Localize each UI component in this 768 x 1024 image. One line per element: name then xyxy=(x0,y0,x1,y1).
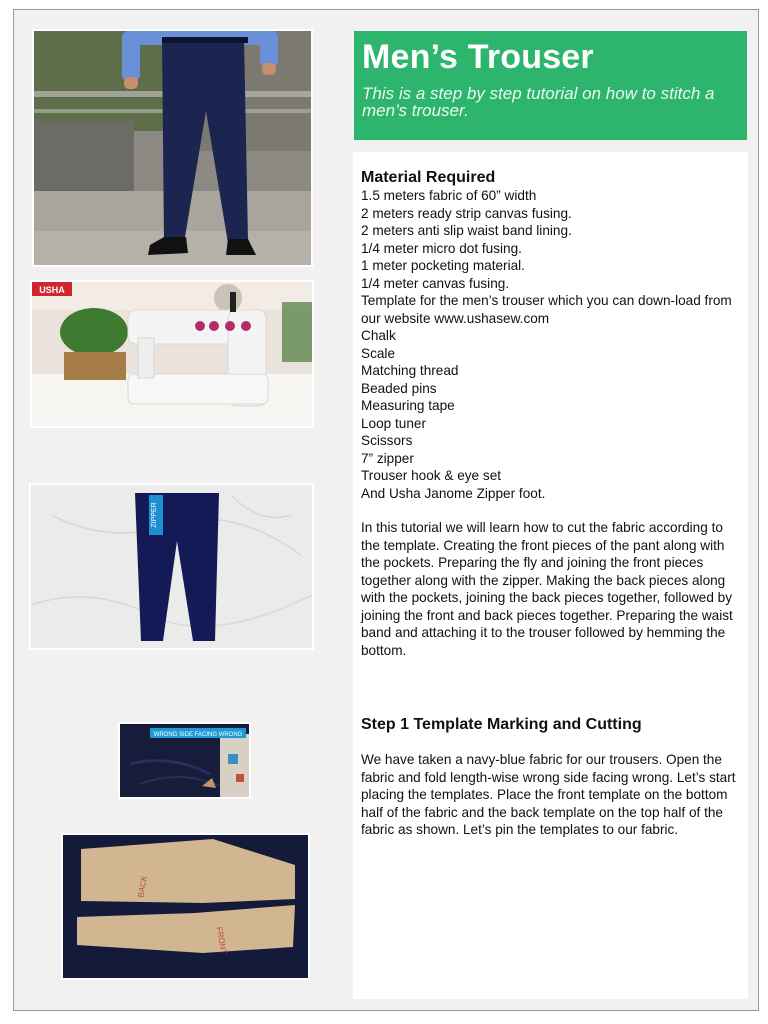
step1-heading: Step 1 Template Marking and Cutting xyxy=(361,716,642,733)
front-template-label: FRONT xyxy=(214,926,229,955)
finished-trouser-illustration xyxy=(31,485,312,648)
title-banner xyxy=(354,31,747,140)
materials-list xyxy=(361,187,741,502)
page-subtitle: This is a step by step tutorial on how to stitch a men’s trouser. xyxy=(362,84,715,120)
finished-trouser-photo xyxy=(29,483,314,650)
materials-heading: Material Required xyxy=(361,169,496,186)
list-item: 2 meters anti slip waist band lining. xyxy=(361,223,572,238)
template-layout-photo xyxy=(61,833,310,980)
zipper-tag: ZIPPER xyxy=(151,502,158,528)
back-template-label: BACK xyxy=(136,875,149,899)
usha-sign: USHA xyxy=(39,285,65,295)
list-item: 7” zipper xyxy=(361,450,414,466)
list-item: Measuring tape xyxy=(361,398,455,413)
list-item: 2 meters ready strip canvas fusing. xyxy=(361,205,572,221)
list-item: Chalk xyxy=(361,328,396,343)
intro-paragraph: In this tutorial we will learn how to cut the fabric according to the template. Creating the front pieces of the pant along with the pockets. Preparing the fly and joining the front pieces together along with the zipper. Making the back pieces along with the pockets, joining the back pieces together, followed by joining the front and back pieces together. Preparing the waist band and attaching it to the trouser followed by hemming the bottom. xyxy=(361,520,733,658)
list-item: 1 meter pocketing material. xyxy=(361,258,525,273)
trouser-model-illustration xyxy=(34,31,311,265)
list-item: Template for the men’s trouser which you can down-load from our website www.ushasew.com xyxy=(361,293,732,326)
step1-paragraph: We have taken a navy-blue fabric for our trousers. Open the fabric and fold length-wise wrong side facing wrong. Let’s start placing the templates. Place the front template on the bottom half of the fabric and the back template on the top half of the fabric as shown. Let’s pin the templates to our fabric. xyxy=(361,752,736,837)
list-item: Matching thread xyxy=(361,363,459,378)
template-layout-illustration xyxy=(63,835,308,978)
list-item: Trouser hook & eye set xyxy=(361,468,502,483)
list-item: 1/4 meter micro dot fusing. xyxy=(361,240,522,256)
sewing-machine-photo xyxy=(30,280,314,428)
list-item: 1/4 meter canvas fusing. xyxy=(361,275,510,291)
page-title: Men’s Trouser xyxy=(362,38,594,76)
sewing-machine-illustration xyxy=(32,282,312,426)
list-item: Scale xyxy=(361,345,396,361)
list-item: Beaded pins xyxy=(361,380,437,396)
fabric-fold-photo xyxy=(118,722,251,799)
trouser-model-photo xyxy=(32,29,313,267)
fabric-fold-illustration xyxy=(120,724,249,797)
list-item: Scissors xyxy=(361,433,413,448)
list-item: And Usha Janome Zipper foot. xyxy=(361,485,546,501)
fabric-banner: WRONG SIDE FACING WRONG xyxy=(153,732,243,738)
list-item: 1.5 meters fabric of 60” width xyxy=(361,188,537,203)
list-item: Loop tuner xyxy=(361,415,427,431)
content-card xyxy=(353,152,748,999)
